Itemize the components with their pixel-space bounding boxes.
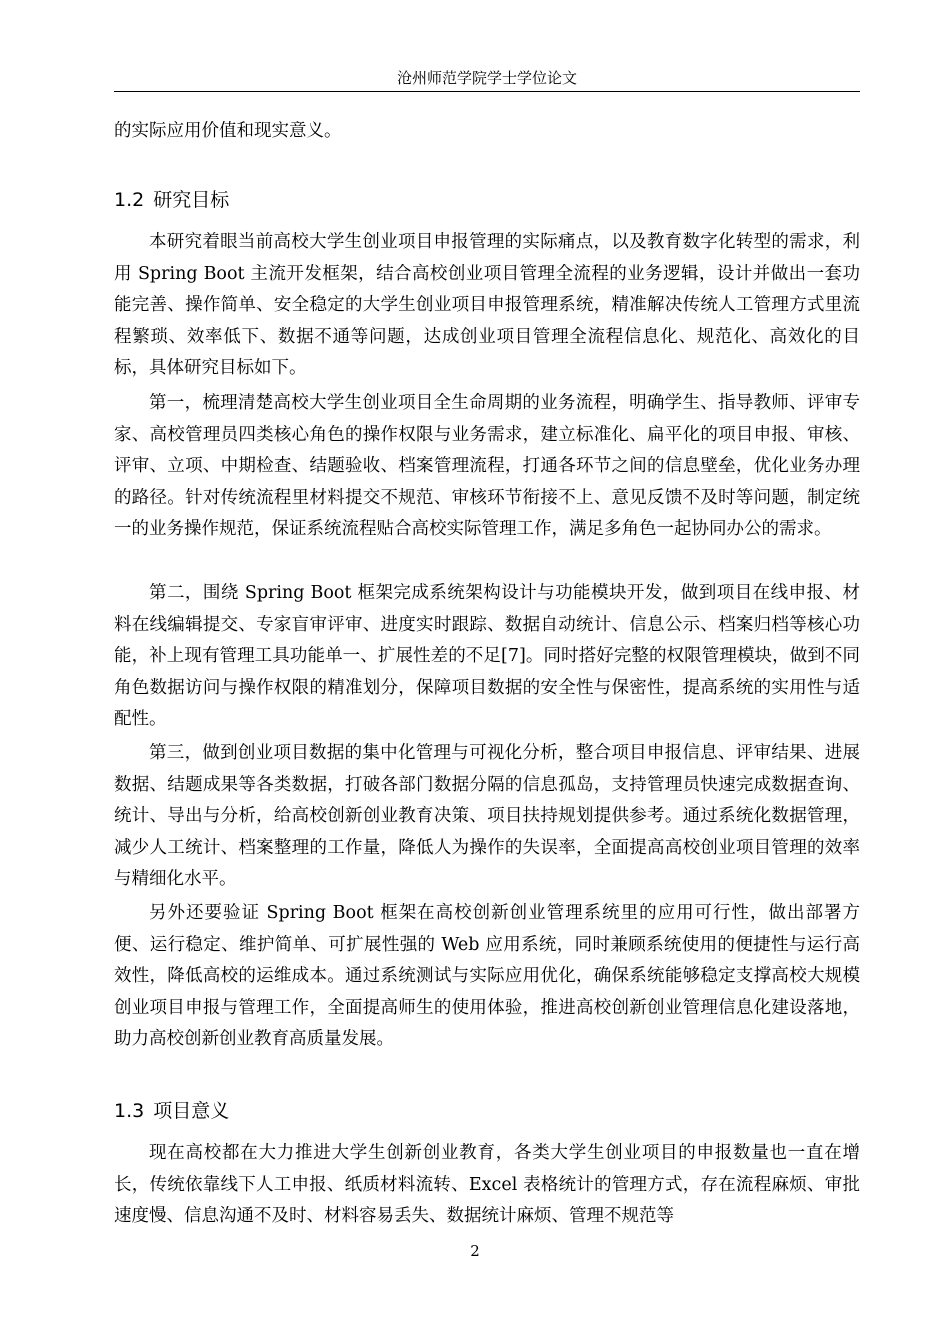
paragraph-goal-third: 第三，做到创业项目数据的集中化管理与可视化分析，整合项目申报信息、评审结果、进展数据、结题成果等各类数据，打破各部门数据分隔的信息孤岛，支持管理员快速完成数据查询、统计、导出与分析，给高校创新创业教育决策、项目扶持规划提供参考。通过系统化数据管理，减少人工统计、档案整理的工作量，降低人为操作的失误率，全面提高高校创业项目管理的效率与精细化水平。: [114, 743, 860, 889]
section-title: 研究目标: [153, 189, 230, 211]
section-number: 1.2: [114, 189, 145, 211]
page-number: 2: [470, 1242, 480, 1260]
paragraph-project-significance: 现在高校都在大力推进大学生创新创业教育，各类大学生创业项目的申报数量也一直在增长，传统依靠线下人工申报、纸质材料流转、Excel 表格统计的管理方式，存在流程麻烦、审批速度慢、信息沟通不及时、材料容易丢失、数据统计麻烦、管理不规范等: [114, 1143, 860, 1226]
section-heading-1-2: [114, 186, 860, 214]
section-heading-1-3: [114, 1097, 860, 1125]
continuation-paragraph: 的实际应用价值和现实意义。: [114, 121, 342, 141]
header-divider: [114, 91, 860, 92]
paragraph-research-goal-intro: 本研究着眼当前高校大学生创业项目申报管理的实际痛点，以及教育数字化转型的需求，利用 Spring Boot 主流开发框架，结合高校创业项目管理全流程的业务逻辑，设计并做出一套功能完善、操作简单、安全稳定的大学生创业项目申报管理系统，精准解决传统人工管理方式里流程繁琐、效率低下、数据不通等问题，达成创业项目管理全流程信息化、规范化、高效化的目标，具体研究目标如下。: [114, 232, 860, 378]
section-title: 项目意义: [153, 1100, 230, 1122]
paragraph-goal-additional: 另外还要验证 Spring Boot 框架在高校创新创业管理系统里的应用可行性，做出部署方便、运行稳定、维护简单、可扩展性强的 Web 应用系统，同时兼顾系统使用的便捷性与运行高效性，降低高校的运维成本。通过系统测试与实际应用优化，确保系统能够稳定支撑高校大规模创业项目申报与管理工作，全面提高师生的使用体验，推进高校创新创业管理信息化建设落地，助力高校创新创业教育高质量发展。: [114, 903, 860, 1049]
paragraph-goal-first: 第一，梳理清楚高校大学生创业项目全生命周期的业务流程，明确学生、指导教师、评审专家、高校管理员四类核心角色的操作权限与业务需求，建立标准化、扁平化的项目申报、审核、评审、立项、中期检查、结题验收、档案管理流程，打通各环节之间的信息壁垒，优化业务办理的路径。针对传统流程里材料提交不规范、审核环节衔接不上、意见反馈不及时等问题，制定统一的业务操作规范，保证系统流程贴合高校实际管理工作，满足多角色一起协同办公的需求。: [114, 393, 860, 539]
paragraph-goal-second: 第二，围绕 Spring Boot 框架完成系统架构设计与功能模块开发，做到项目在线申报、材料在线编辑提交、专家盲审评审、进度实时跟踪、数据自动统计、信息公示、档案归档等核心功能，补上现有管理工具功能单一、扩展性差的不足[7]。同时搭好完整的权限管理模块，做到不同角色数据访问与操作权限的精准划分，保障项目数据的安全性与保密性，提高系统的实用性与适配性。: [114, 583, 860, 729]
section-number: 1.3: [114, 1100, 145, 1122]
running-header: 沧州师范学院学士学位论文: [396, 69, 577, 87]
